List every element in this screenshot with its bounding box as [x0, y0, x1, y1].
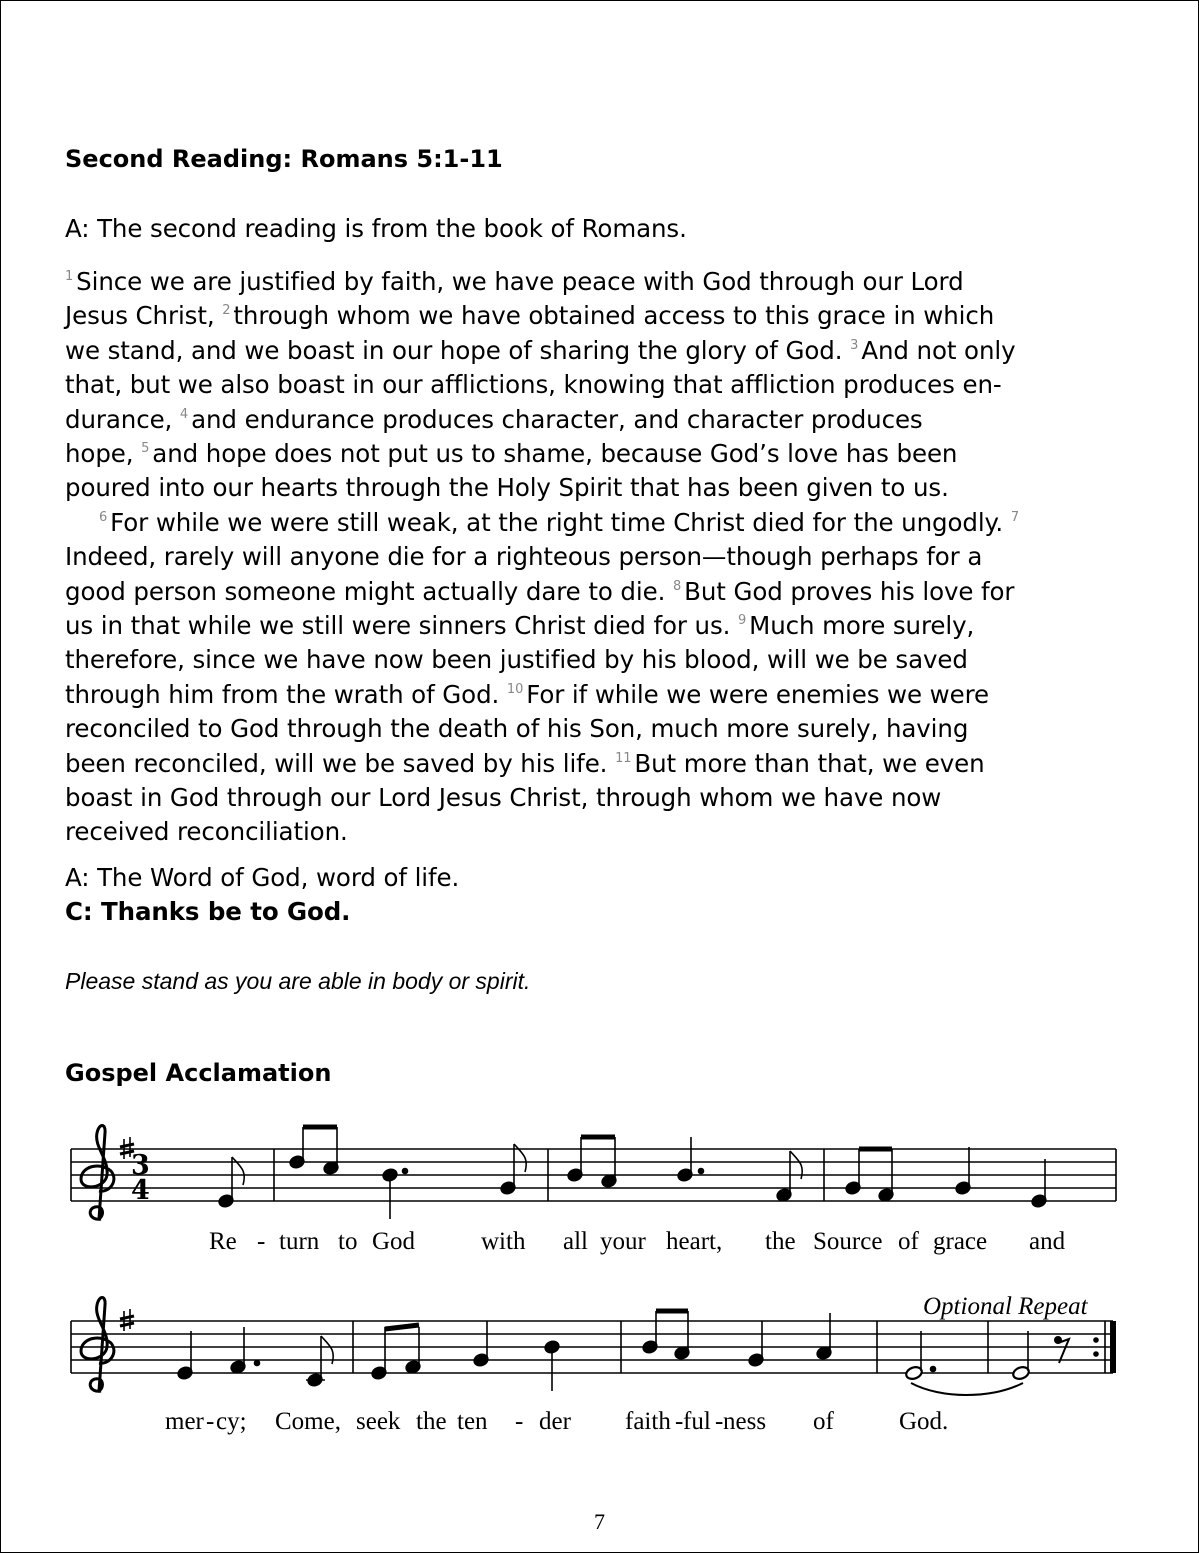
verse-number: 7 [1010, 509, 1019, 525]
lyric-syllable: all [563, 1228, 588, 1255]
verse-text: us in that while we still were sinners Christ died for us. [65, 611, 738, 640]
verse-number: 5 [141, 441, 150, 456]
lyric-syllable: the [765, 1228, 796, 1255]
reading-line [65, 336, 1015, 365]
verse-text: durance, [65, 404, 180, 434]
lyric-syllable: cy; [216, 1408, 247, 1435]
lyric-syllable: ness [723, 1408, 767, 1435]
verse-text: hope, [65, 439, 142, 468]
verse-text: For while we were still weak, at the right time Christ died for the ungodly. [110, 507, 1011, 537]
verse-text: Much more surely, [749, 611, 975, 640]
lyric-hyphen: - [675, 1408, 684, 1435]
lyric-syllable: ful [683, 1408, 711, 1435]
lyric-hyphen: - [715, 1408, 724, 1435]
notes [218, 1127, 1048, 1219]
reading-line [65, 370, 1002, 399]
reading-line [65, 783, 941, 812]
verse-text: Since we are justified by faith, we have peace with God through our Lord [76, 267, 964, 296]
notes [177, 1311, 1031, 1395]
reading-line [65, 301, 994, 330]
reading-line [65, 714, 968, 743]
verse-number: 11 [615, 750, 632, 766]
lyric-syllable: and [1029, 1228, 1066, 1255]
verse-text: through him from the wrath of God. [65, 679, 507, 709]
lyric-syllable: grace [933, 1228, 988, 1255]
music-system-1 [61, 1119, 1121, 1269]
lyric-syllable: turn [279, 1228, 320, 1255]
reading-intro: A: The second reading is from the book of Romans. [65, 214, 687, 243]
music-system-2 [61, 1291, 1121, 1451]
verse-text: through whom we have obtained access to this grace in which [233, 301, 995, 331]
reading-line [65, 611, 974, 640]
verse-text: poured into our hearts through the Holy Spirit that has been given to us. [65, 473, 949, 503]
verse-number: 3 [850, 337, 859, 353]
lyric-syllable: mer [165, 1408, 204, 1435]
verse-text: boast in God through our Lord Jesus Christ, through whom we have now [65, 783, 942, 812]
lyric-syllable: Re [209, 1228, 237, 1255]
reading-line [99, 508, 1022, 537]
time-signature-bottom: 4 [131, 1175, 150, 1206]
lyric-hyphen: - [515, 1408, 524, 1435]
reading-line [65, 645, 968, 674]
reading-line [65, 267, 964, 296]
lyric-syllable: the [416, 1408, 447, 1435]
verse-text: But God proves his love for [684, 576, 1015, 606]
reading-line [65, 577, 1014, 606]
verse-number: 9 [737, 613, 747, 628]
reading-line [65, 439, 957, 468]
reading-line [65, 817, 348, 846]
lyric-syllable: God [372, 1228, 416, 1255]
lyric-hyphen: - [206, 1408, 215, 1435]
verse-number: 6 [99, 509, 108, 525]
lyric-syllable: seek [356, 1408, 401, 1435]
verse-number: 2 [222, 303, 231, 319]
lyric-syllable: of [898, 1228, 919, 1255]
verse-text: reconciled to God through the death of his Son, much more surely, having [65, 714, 969, 744]
verse-text: But more than that, we even [634, 748, 985, 778]
verse-text: For if while we were enemies we were [526, 679, 989, 709]
page-number: 7 [594, 1509, 605, 1534]
lyric-syllable: Come, [275, 1408, 341, 1435]
verse-text: and endurance produces character, and character produces [191, 404, 923, 434]
eighth-rest-icon [1055, 1337, 1069, 1363]
verse-text: And not only [861, 335, 1016, 365]
lyric-syllable: your [600, 1228, 646, 1255]
lyric-syllable: with [481, 1228, 526, 1255]
time-signature-top: 3 [131, 1150, 150, 1181]
lyric-syllable: God. [899, 1408, 949, 1435]
reading-line [65, 749, 985, 778]
lyric-syllable: ten [457, 1408, 488, 1435]
lyric-syllable: faith [625, 1408, 671, 1435]
verse-text: good person someone might actually dare to die. [65, 576, 673, 606]
verse-number: 4 [179, 406, 189, 422]
verse-text: therefore, since we have now been justified by his blood, will we be saved [65, 645, 968, 675]
verse-text: that, but we also boast in our afflictions, knowing that affliction produces en- [65, 370, 1002, 400]
reading-line [65, 473, 949, 502]
verse-text: been reconciled, will we be saved by his life. [65, 748, 616, 778]
staff-lines [71, 1321, 1113, 1373]
lyric-syllable: of [813, 1408, 834, 1435]
reading-line [65, 405, 923, 434]
reading-line [65, 680, 989, 709]
leader-closing: A: The Word of God, word of life. [65, 863, 460, 892]
lyric-hyphen: - [257, 1228, 266, 1255]
lyric-syllable: heart, [666, 1228, 723, 1255]
lyrics-line-2 [165, 1408, 948, 1435]
verse-text: we stand, and we boast in our hope of sharing the glory of God. [65, 335, 851, 365]
verse-text: and hope does not put us to shame, because God’s love has been [152, 439, 958, 468]
lyric-syllable: der [539, 1408, 571, 1435]
congregation-response: C: Thanks be to God. [65, 897, 351, 926]
verse-number: 1 [65, 269, 74, 284]
verse-number: 8 [672, 578, 682, 594]
optional-repeat-label: Optional Repeat [923, 1293, 1088, 1320]
verse-text: received reconciliation. [65, 817, 348, 847]
verse-text: Jesus Christ, [65, 301, 223, 331]
lyric-syllable: Source [813, 1228, 883, 1255]
treble-clef-icon [81, 1126, 114, 1220]
verse-number: 10 [506, 681, 524, 697]
treble-clef-icon [81, 1298, 114, 1392]
lyric-syllable: to [338, 1228, 358, 1255]
reading-line [65, 542, 982, 571]
lyrics-line-1 [209, 1228, 1066, 1255]
second-reading-heading: Second Reading: Romans 5:1-11 [65, 145, 503, 173]
gospel-acclamation-heading: Gospel Acclamation [65, 1059, 332, 1087]
sharp-icon [120, 1309, 134, 1331]
verse-text: Indeed, rarely will anyone die for a righteous person—though perhaps for a [65, 542, 983, 572]
stand-instruction: Please stand as you are able in body or spirit. [65, 968, 531, 994]
